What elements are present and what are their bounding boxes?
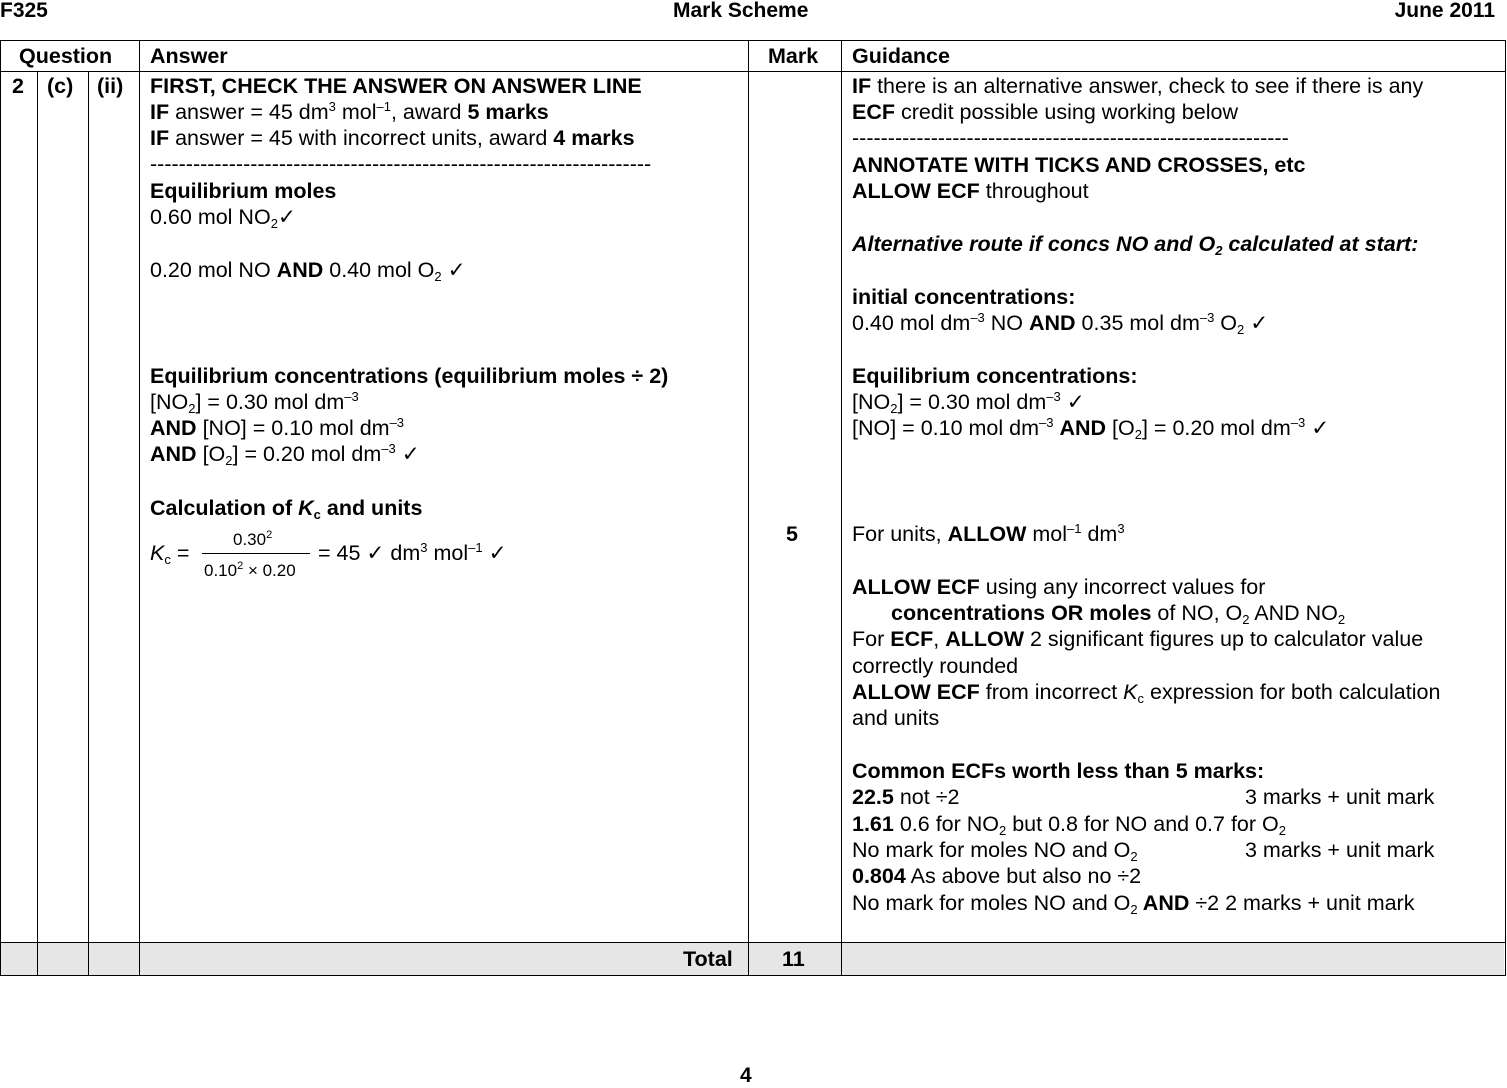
answer-award-5: IF answer = 45 $dm^3$ mol$^{-1}$, award 5 marks (150, 99, 549, 124)
question-number: 2 (12, 74, 24, 98)
total-row-background (1, 943, 1504, 975)
guidance-eq-conc-heading: Equilibrium concentrations: (852, 364, 1138, 388)
mark-value: 5 (786, 522, 798, 546)
guidance-conc-or-moles: concentrations OR moles of NO, $O_2$ AND $NO_2$ (891, 601, 1346, 627)
guidance-ecf-incorrect: ALLOW ECF using any incorrect values for (852, 575, 1266, 599)
kc-numerator: 0.30$^2$ (233, 529, 273, 549)
guidance-correctly-rounded: correctly rounded (852, 654, 1019, 678)
question-subpart: (ii) (97, 74, 124, 98)
table-bottom-border (0, 975, 1506, 976)
moles-no-and-o2: 0.20 mol NO AND 0.40 mol $O_2$ ✓ (150, 258, 466, 284)
total-row-top-border (0, 942, 1506, 943)
question-sub-divider-1 (37, 71, 38, 976)
tick-icon: ✓ (1311, 416, 1330, 440)
fraction-bar (202, 553, 310, 554)
total-label: Total (683, 947, 733, 971)
tick-icon: ✓ (366, 541, 385, 565)
guidance-annotate: ANNOTATE WITH TICKS AND CROSSES, etc (852, 153, 1306, 177)
tick-icon: ✓ (447, 258, 466, 282)
guidance-alt-answer: IF there is an alternative answer, check to see if there is any (852, 74, 1424, 98)
header-title: Mark Scheme (673, 0, 809, 22)
guidance-units: For units, ALLOW mol$^{-1}$ $dm^3$ (852, 521, 1125, 546)
guidance-divider-dashes: ------------------------------------------------------------- (852, 126, 1289, 150)
tick-icon: ✓ (401, 442, 420, 466)
kc-denominator: $0.10^2 \times 0.20$ (204, 560, 296, 580)
conc-no: AND [NO] = 0.10 mol $dm^{-3}$ (150, 415, 405, 440)
answer-check-instruction: FIRST, CHECK THE ANSWER ON ANSWER LINE (150, 74, 642, 98)
guidance-ecf-22-5-marks: 3 marks + unit mark (1245, 785, 1435, 809)
tick-icon: ✓ (1066, 390, 1085, 414)
table-top-border (0, 40, 1506, 41)
column-header-answer: Answer (150, 44, 228, 68)
guidance-sigfig: For ECF, ALLOW 2 significant figures up to calculator value (852, 627, 1424, 651)
guidance-incorrect-kc: ALLOW ECF from incorrect $K_c$ expression for both calculation (852, 680, 1441, 706)
guidance-initial-heading: initial concentrations: (852, 285, 1076, 309)
column-header-mark: Mark (768, 44, 819, 68)
mark-guidance-divider (841, 40, 842, 976)
guidance-alternative-route: Alternative route if concs NO and $O_2$ calculated at start: (852, 232, 1419, 258)
conc-no2: $[NO_2] = 0.30$ mol $dm^{-3}$ (150, 389, 359, 416)
guidance-no-mark-moles-marks: 3 marks + unit mark (1245, 838, 1435, 862)
total-value: 11 (782, 947, 805, 971)
header-code: F325 (0, 0, 48, 22)
answer-mark-divider (748, 40, 749, 976)
column-header-question: Question (19, 44, 113, 68)
guidance-no-mark-moles: No mark for moles NO and $O_2$ (852, 838, 1138, 864)
kc-result: = 45 ✓ $dm^3$ mol$^{-1}$ ✓ (318, 540, 507, 565)
conc-o2: AND $[O_2] = 0.20$ mol $dm^{-3}$ ✓ (150, 441, 420, 468)
guidance-allow-ecf: ALLOW ECF throughout (852, 179, 1089, 203)
column-header-guidance: Guidance (852, 44, 950, 68)
guidance-ecf-0-804: 0.804 As above but also no ÷2 (852, 864, 1142, 888)
kc-symbol: $K_c$ = (150, 541, 190, 567)
page-number: 4 (740, 1064, 752, 1087)
question-part: (c) (47, 74, 74, 98)
header-date: June 2011 (1394, 0, 1495, 22)
question-answer-divider (139, 40, 140, 976)
equilibrium-conc-heading: Equilibrium concentrations (equilibrium moles ÷ 2) (150, 364, 669, 388)
equilibrium-moles-heading: Equilibrium moles (150, 179, 337, 203)
answer-divider-dashes: ---------------------------------------------------------------------- (150, 152, 652, 176)
header-row-divider (0, 71, 1506, 72)
table-left-border (0, 40, 1, 976)
tick-icon: ✓ (1250, 311, 1269, 335)
answer-award-4: IF answer = 45 with incorrect units, award 4 marks (150, 126, 635, 150)
guidance-ecf-22-5: 22.5 not ÷2 (852, 785, 960, 809)
tick-icon: ✓ (277, 205, 296, 229)
moles-no2: 0.60 mol $NO_2✓$ (150, 205, 296, 231)
guidance-common-ecfs-heading: Common ECFs worth less than 5 marks: (852, 759, 1265, 783)
question-sub-divider-2 (88, 71, 89, 976)
guidance-conc-no2: $[NO_2] = 0.30$ mol $dm^{-3}$ ✓ (852, 389, 1085, 416)
guidance-ecf-credit: ECF credit possible using working below (852, 100, 1238, 124)
kc-calculation-heading: Calculation of $K_c$ and units (150, 496, 423, 522)
guidance-ecf-1-61: 1.61 0.6 for $NO_2$ but 0.8 for NO and 0.7 for $O_2$ (852, 812, 1286, 838)
guidance-no-mark-moles-div2: No mark for moles NO and $O_2$ AND ÷2 2 marks + unit mark (852, 891, 1415, 917)
table-right-border (1505, 40, 1506, 976)
guidance-and-units: and units (852, 706, 940, 730)
tick-icon: ✓ (488, 541, 507, 565)
guidance-conc-no-o2: [NO] = 0.10 mol $dm^{-3}$ AND $[O_2] = 0.20$ mol $dm^{-3}$ ✓ (852, 415, 1330, 442)
guidance-initial-conc: 0.40 mol $dm^{-3}$ NO AND 0.35 mol $dm^{-3}$ $O_2$ ✓ (852, 310, 1269, 337)
